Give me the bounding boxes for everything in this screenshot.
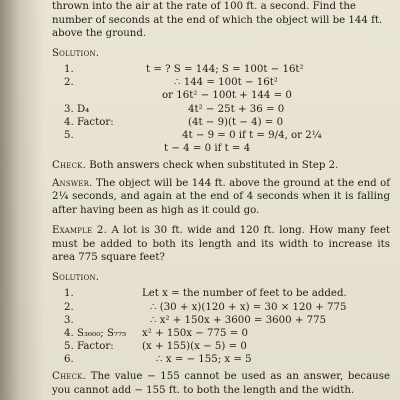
example-2 — [52, 224, 390, 265]
step-label: 3. — [64, 314, 74, 326]
step-label: 4. S₃₆₀₀; S₇₇₅ — [64, 327, 127, 339]
solution-2-step — [52, 287, 390, 300]
solution-1-step — [52, 142, 390, 155]
step-equation: t = ? S = 144; S = 100t − 16t² — [146, 64, 304, 75]
solution-1-step — [52, 63, 390, 76]
solution-1-step — [52, 129, 390, 142]
solution-1-step — [52, 116, 390, 129]
check-1 — [52, 159, 390, 173]
step-equation: x² + 150x − 775 = 0 — [142, 327, 248, 339]
example-label: Example 2. — [52, 225, 108, 237]
step-equation: t − 4 = 0 if t = 4 — [164, 143, 251, 155]
step-label: 1. — [64, 64, 74, 75]
solution-1-step — [52, 89, 390, 102]
step-label: 5. — [64, 129, 74, 141]
answer-1 — [52, 177, 390, 218]
intro-line-2: number of seconds at the end of which the object will be 144 ft. — [52, 14, 383, 26]
intro-line-1: thrown into the air at the rate of 100 ft. a second. Find the — [52, 1, 356, 12]
step-equation: ∴ (30 + x)(120 + x) = 30 × 120 + 775 — [150, 301, 347, 313]
check-text: The value − 155 cannot be used as an answer, because you cannot add − 155 ft. to both the length and the width. — [52, 371, 390, 396]
check-2 — [52, 370, 390, 397]
step-equation: or 16t² − 100t + 144 = 0 — [162, 90, 292, 102]
check-label: Check. — [52, 371, 87, 383]
answer-label: Answer. — [52, 177, 93, 189]
solution-2-step — [52, 301, 390, 314]
solution-1-steps — [52, 63, 390, 155]
solution-2-step — [52, 314, 390, 327]
step-equation: (x + 155)(x − 5) = 0 — [142, 341, 247, 353]
check-text: Both answers check when substituted in Step 2. — [89, 160, 339, 172]
step-equation: 4t − 9 = 0 if t = 9/4, or 2¼ — [182, 129, 322, 141]
solution-2-steps — [52, 287, 390, 366]
answer-text: The object will be 144 ft. above the ground at the end of 2¼ seconds, and again at the end of 4 seconds when it is falling after having been as high as it could go. — [52, 177, 390, 216]
step-equation: ∴ x² + 150x + 3600 = 3600 + 775 — [150, 314, 327, 326]
step-label: 3. D₄ — [64, 103, 90, 115]
step-label: 2. — [64, 77, 74, 89]
solution-2-step — [52, 340, 390, 353]
solution-1-step — [52, 76, 390, 89]
solution-2-heading: Solution. — [52, 271, 100, 283]
step-label: 1. — [64, 288, 74, 300]
solution-2-step — [52, 353, 390, 366]
solution-2-step — [52, 327, 390, 340]
step-equation: (4t − 9)(t − 4) = 0 — [188, 116, 284, 128]
step-equation: ∴ x = − 155; x = 5 — [156, 354, 252, 366]
page-gutter-shadow — [0, 0, 44, 400]
step-label: 4. Factor: — [64, 116, 114, 128]
check-label: Check. — [52, 160, 87, 172]
step-equation: 4t² − 25t + 36 = 0 — [188, 103, 285, 115]
solution-1-heading: Solution. — [52, 47, 100, 59]
solution-1-step — [52, 103, 390, 116]
step-label: 6. — [64, 354, 74, 366]
step-equation: ∴ 144 = 100t − 16t² — [174, 77, 278, 89]
step-label: 5. Factor: — [64, 341, 114, 353]
step-equation: Let x = the number of feet to be added. — [142, 288, 347, 300]
step-label: 2. — [64, 301, 74, 313]
intro-line-3: above the ground. — [52, 28, 147, 39]
example-text: A lot is 30 ft. wide and 120 ft. long. How many feet must be added to both its length and its width to increase its area 775 square feet? — [52, 225, 390, 264]
